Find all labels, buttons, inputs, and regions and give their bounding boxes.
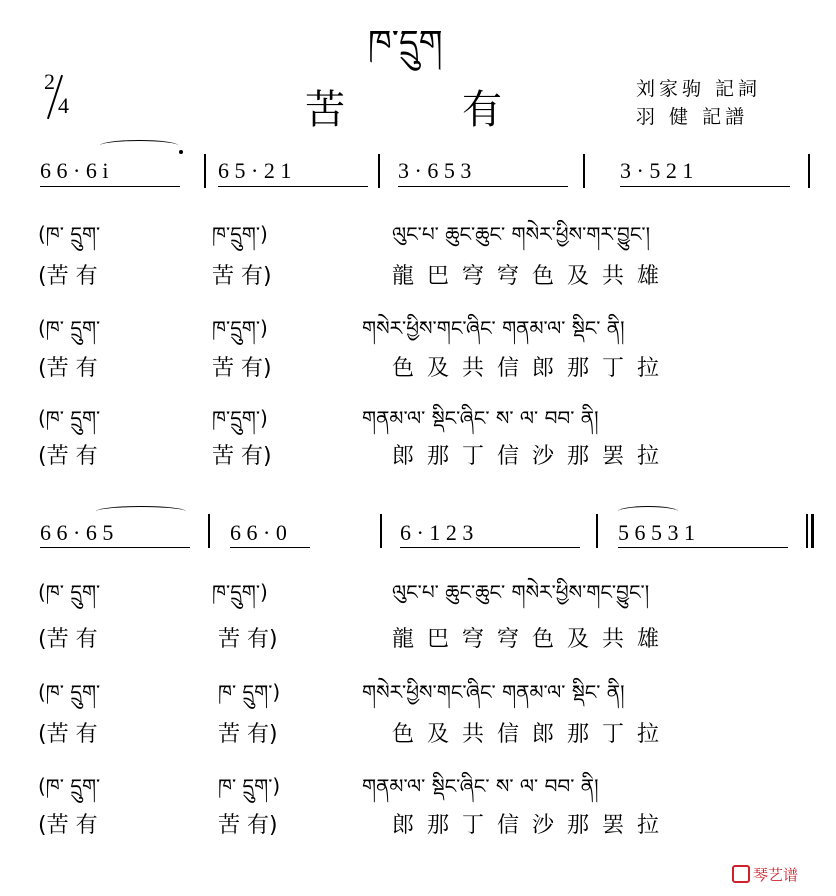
watermark-text: 琴艺谱 [753, 866, 799, 884]
final-bar-line [811, 514, 814, 548]
lyric-tibetan-b: ཁ་དྲུག་) [212, 316, 268, 340]
lyric-chinese-a: (苦 有 [38, 813, 98, 838]
beam-line [40, 186, 180, 187]
bar-line [208, 514, 210, 548]
measure-1: 6 6 · 6 i [40, 158, 109, 183]
lyric-tibetan-a: (ཁ་ དྲུག་ [38, 316, 101, 340]
lyric-tibetan-line: གསེར་ཕྱིས་གང་ཞིང་ གནམ་ལ་ སྡིང་ ནི། [362, 680, 625, 704]
lyric-tibetan-line: གནམ་ལ་ སྡིང་ཞིང་ ས་ ལ་ བབ་ ནི། [362, 406, 599, 430]
lyric-chinese-a: (苦 有 [38, 356, 98, 381]
beam-line [400, 547, 580, 548]
bar-line [808, 154, 810, 188]
tie-arc [100, 140, 178, 151]
time-signature [44, 70, 69, 118]
lyric-tibetan-line: གསེར་ཕྱིས་གང་ཞིང་ གནམ་ལ་ སྡིང་ ནི། [362, 316, 625, 340]
lyric-chinese-line: 郎 那 丁 信 沙 那 罢 拉 [392, 813, 659, 838]
octave-dot [179, 150, 183, 154]
lyric-tibetan-a: (ཁ་ དྲུག་ [38, 774, 101, 798]
lyric-tibetan-b: ཁ་ དྲུག་) [218, 774, 281, 798]
measure-4: 3 · 5 2 1 [620, 158, 694, 183]
beam-line [618, 547, 788, 548]
lyric-tibetan-line: ལུང་པ་ ཆུང་ཆུང་ གསེར་ཕྱིས་གང་བྱུང་། [392, 580, 650, 604]
bar-line [204, 154, 206, 188]
measure-6: 6 6 · 0 [230, 520, 287, 545]
lyric-tibetan-b: ཁ་དྲུག་) [212, 222, 268, 246]
lyric-tibetan-line: ལུང་པ་ ཆུང་ཆུང་ གསེར་ཕྱིས་གར་བྱུང་། [392, 222, 651, 246]
measure-2: 6 5 · 2 1 [218, 158, 292, 183]
bar-line [596, 514, 598, 548]
logo-icon [732, 865, 750, 883]
lyric-chinese-line: 郎 那 丁 信 沙 那 罢 拉 [392, 444, 659, 469]
lyric-chinese-a: (苦 有 [38, 444, 98, 469]
bar-line [380, 514, 382, 548]
lyric-chinese-line: 色 及 共 信 郎 那 丁 拉 [392, 356, 659, 381]
lyric-chinese-b: 苦 有) [218, 627, 278, 652]
beam-line [398, 186, 568, 187]
tibetan-title: ཁ་དྲུག [368, 23, 443, 63]
lyric-tibetan-a: (ཁ་ དྲུག་ [38, 406, 101, 430]
beam-line [620, 186, 790, 187]
lyric-tibetan-a: (ཁ་ དྲུག་ [38, 222, 101, 246]
measure-7: 6 · 1 2 3 [400, 520, 474, 545]
lyric-chinese-b: 苦 有) [218, 813, 278, 838]
lyric-chinese-b: 苦 有) [212, 264, 272, 289]
time-signature-top: 2 [44, 69, 55, 94]
lyric-chinese-line: 龍 巴 穹 穹 色 及 共 雄 [392, 627, 659, 652]
measure-5: 6 6 · 6 5 [40, 520, 114, 545]
lyric-chinese-line: 龍 巴 穹 穹 色 及 共 雄 [392, 264, 659, 289]
lyric-chinese-b: 苦 有) [212, 356, 272, 381]
beam-line [230, 547, 310, 548]
time-signature-bottom: 4 [58, 93, 69, 118]
tie-arc [96, 506, 186, 517]
lyric-chinese-a: (苦 有 [38, 264, 98, 289]
lyric-tibetan-b: ཁ་ དྲུག་) [218, 680, 281, 704]
beam-line [218, 186, 368, 187]
beam-line [40, 547, 190, 548]
song-title-char-2: 有 [462, 87, 502, 133]
lyric-tibetan-b: ཁ་དྲུག་) [212, 406, 268, 430]
lyric-tibetan-a: (ཁ་ དྲུག་ [38, 680, 101, 704]
bar-line [806, 514, 808, 548]
music-credit: 羽 健 記譜 [636, 106, 749, 128]
lyric-tibetan-b: ཁ་དྲུག་) [212, 580, 268, 604]
lyric-tibetan-a: (ཁ་ དྲུག་ [38, 580, 101, 604]
lyric-chinese-a: (苦 有 [38, 722, 98, 747]
lyric-tibetan-line: གནམ་ལ་ སྡིང་ཞིང་ ས་ ལ་ བབ་ ནི། [362, 774, 599, 798]
measure-8: 5 6 5 3 1 [618, 520, 695, 545]
lyric-chinese-b: 苦 有) [212, 444, 272, 469]
song-title-char-1: 苦 [305, 87, 345, 133]
lyric-chinese-a: (苦 有 [38, 627, 98, 652]
lyric-chinese-line: 色 及 共 信 郎 那 丁 拉 [392, 722, 659, 747]
lyric-chinese-b: 苦 有) [218, 722, 278, 747]
bar-line [583, 154, 585, 188]
measure-3: 3 · 6 5 3 [398, 158, 472, 183]
watermark-logo [732, 864, 798, 885]
lyrics-credit: 刘家驹 記詞 [636, 78, 762, 100]
bar-line [378, 154, 380, 188]
tie-arc [618, 506, 678, 517]
